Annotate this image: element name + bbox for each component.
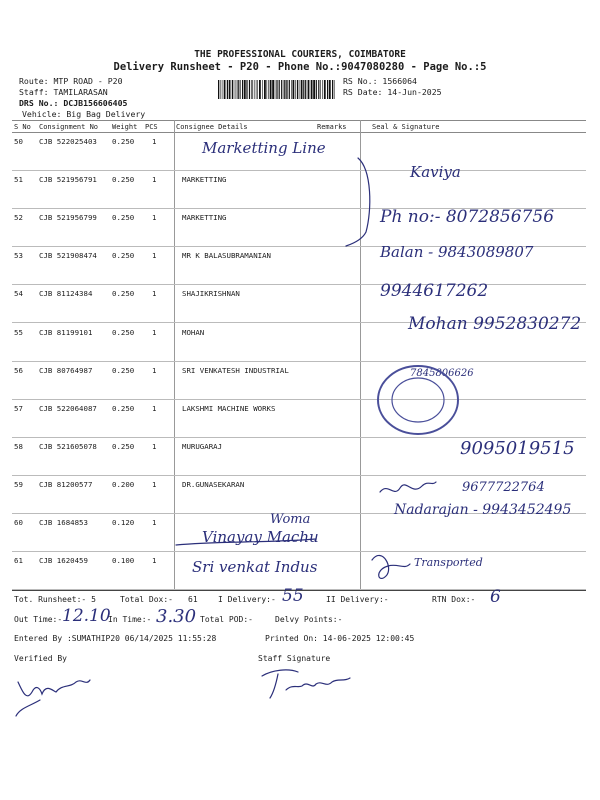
- brace-stroke: [346, 158, 370, 246]
- row-pcs: 1: [152, 213, 157, 223]
- out-time-label: Out Time:-: [14, 615, 63, 624]
- sig-scrawl-58: [380, 482, 436, 492]
- out-time-value: 12.10: [62, 606, 111, 626]
- i-delivery-label: I Delivery:-: [218, 595, 276, 604]
- row-weight: 0.250: [112, 365, 135, 375]
- row-sno: 59: [14, 479, 23, 489]
- row-weight: 0.200: [112, 479, 135, 489]
- verifier-signature: [16, 680, 90, 716]
- row-pcs: 1: [152, 556, 157, 566]
- entered-by: Entered By :SUMATHIP20 06/14/2025 11:55:28: [14, 634, 217, 643]
- row-consignment: CJB 522025403: [39, 137, 97, 146]
- col-pcs: PCS: [145, 123, 158, 131]
- col-consignment: Consignment No: [39, 123, 99, 131]
- verified-by-label: Verified By: [14, 654, 67, 663]
- row-consignee: SHAJIKRISHNAN: [182, 289, 240, 299]
- row-pcs: 1: [152, 251, 157, 261]
- row-weight: 0.100: [112, 556, 135, 566]
- row-weight: 0.120: [112, 518, 135, 527]
- total-runsheet: Tot. Runsheet:- 5: [14, 595, 96, 604]
- rs-date: RS Date: 14-Jun-2025: [343, 87, 442, 97]
- row-signature: 9677722764: [462, 479, 545, 495]
- row-consignment: CJB 80764987: [39, 365, 93, 375]
- row-pcs: 1: [152, 518, 157, 527]
- row-pcs: 1: [152, 403, 157, 413]
- printed-on: Printed On: 14-06-2025 12:00:45: [265, 634, 415, 643]
- row-pcs: 1: [152, 365, 157, 375]
- total-dox-value: 61: [188, 595, 198, 604]
- col-seal-signature: Seal & Signature: [372, 123, 440, 131]
- row-consignee: MARKETTING: [182, 175, 227, 185]
- row-pcs: 1: [152, 479, 157, 489]
- row-pcs: 1: [152, 137, 157, 146]
- sig-scrawl-61: [372, 555, 410, 578]
- in-time-label: In Time:-: [108, 615, 152, 624]
- row-consignee: MURUGARAJ: [182, 441, 223, 451]
- col-weight: Weight: [112, 123, 138, 131]
- row-weight: 0.250: [112, 213, 135, 223]
- row-handwritten-extra: Woma: [270, 512, 311, 527]
- company-name: THE PROFESSIONAL COURIERS, COIMBATORE: [194, 49, 406, 60]
- row-consignment: CJB 521605078: [39, 441, 97, 451]
- row-signature: Nadarajan - 9943452495: [394, 502, 572, 518]
- row-consignment: CJB 1684853: [39, 518, 88, 527]
- col-consignee: Consignee Details: [176, 123, 248, 131]
- row-sno: 58: [14, 441, 23, 451]
- row-pcs: 1: [152, 289, 157, 299]
- row-sno: 53: [14, 251, 23, 261]
- row-weight: 0.250: [112, 441, 135, 451]
- staff-signature-ink: [262, 670, 350, 698]
- total-pod-label: Total POD:-: [200, 615, 253, 624]
- row-consignment: CJB 521956799: [39, 213, 97, 223]
- row-sno: 56: [14, 365, 23, 375]
- row-pcs: 1: [152, 327, 157, 337]
- row-pcs: 1: [152, 441, 157, 451]
- row-weight: 0.250: [112, 403, 135, 413]
- row-handwritten-consignee: Marketting Line: [202, 139, 326, 157]
- i-delivery-value: 55: [282, 586, 304, 606]
- row-handwritten-consignee: Sri venkat Indus: [192, 558, 318, 577]
- col-remarks: Remarks: [317, 123, 347, 131]
- rtn-dox-label: RTN Dox:-: [432, 595, 476, 604]
- row-consignment: CJB 1620459: [39, 556, 88, 566]
- drs-number: DRS No.: DCJB156606405: [19, 98, 128, 108]
- row-weight: 0.250: [112, 137, 135, 146]
- row-weight: 0.250: [112, 175, 135, 185]
- total-dox-label: Total Dox:-: [120, 595, 173, 604]
- row-signature: 9095019515: [460, 437, 575, 459]
- row-signature: Ph no:- 8072856756: [380, 207, 555, 228]
- row-consignee: MR K BALASUBRAMANIAN: [182, 251, 271, 261]
- row-signature: 7845806626: [410, 367, 474, 379]
- in-time-value: 3.30: [156, 606, 197, 627]
- row-sno: 50: [14, 137, 23, 146]
- row-pcs: 1: [152, 175, 157, 185]
- delvy-points-label: Delvy Points:-: [275, 615, 343, 624]
- row-sno: 52: [14, 213, 23, 223]
- row-sno: 61: [14, 556, 23, 566]
- row-signature: Transported: [414, 556, 483, 570]
- staff-label: Staff: TAMILARASAN: [19, 87, 108, 97]
- row-consignee: LAKSHMI MACHINE WORKS: [182, 403, 276, 413]
- row-signature: Kaviya: [410, 163, 461, 182]
- row-consignee: MOHAN: [182, 327, 205, 337]
- row-sno: 54: [14, 289, 23, 299]
- stamp-inner: [392, 378, 444, 422]
- row-consignment: CJB 521908474: [39, 251, 97, 261]
- col-sno: S No: [14, 123, 31, 131]
- row-sno: 60: [14, 518, 23, 527]
- row-consignment: CJB 81124384: [39, 289, 93, 299]
- row-handwritten-consignee: Vinayay Machu: [202, 528, 319, 546]
- staff-signature-label: Staff Signature: [258, 654, 331, 663]
- row-consignment: CJB 521956791: [39, 175, 97, 185]
- vehicle-label: Vehicle: Big Bag Delivery: [22, 109, 146, 119]
- row-signature: Balan - 9843089807: [380, 243, 534, 262]
- row-sno: 55: [14, 327, 23, 337]
- row-weight: 0.250: [112, 289, 135, 299]
- row-consignment: CJB 522064087: [39, 403, 97, 413]
- rtn-dox-value: 6: [490, 587, 501, 607]
- ii-delivery-label: II Delivery:-: [326, 595, 389, 604]
- row-signature: Mohan 9952830272: [408, 313, 582, 334]
- stamp-circle: [378, 366, 458, 434]
- row-sno: 51: [14, 175, 23, 185]
- row-weight: 0.250: [112, 327, 135, 337]
- row-signature: 9944617262: [380, 281, 489, 302]
- rs-number: RS No.: 1566064: [343, 76, 417, 86]
- route-label: Route: MTP ROAD - P20: [19, 76, 123, 86]
- row-consignee: MARKETTING: [182, 213, 227, 223]
- row-weight: 0.250: [112, 251, 135, 261]
- row-consignee: SRI VENKATESH INDUSTRIAL: [182, 365, 289, 375]
- row-consignment: CJB 81200577: [39, 479, 93, 489]
- row-consignment: CJB 81199101: [39, 327, 93, 337]
- row-sno: 57: [14, 403, 23, 413]
- hand-underline-60: [176, 539, 316, 545]
- row-consignee: DR.GUNASEKARAN: [182, 479, 245, 489]
- runsheet-title: Delivery Runsheet - P20 - Phone No.:9047080280 - Page No.:5: [113, 61, 487, 73]
